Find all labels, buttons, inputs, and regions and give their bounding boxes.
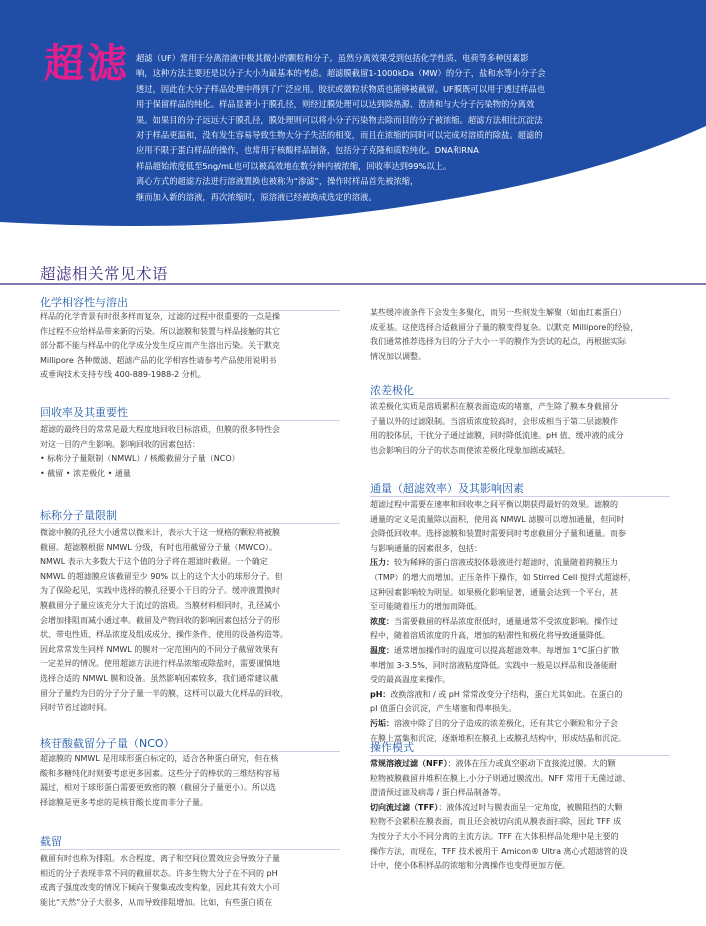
term-label: 压力： <box>370 558 394 568</box>
section-divider <box>370 398 670 399</box>
term-text: 操作方法，而现在，TFF 技术被用于 Amicon® Ultra 离心式超滤管的设 <box>370 846 628 856</box>
header-intro-line: 继而加入新的溶液，再次浓缩时，原溶液已经被换成选定的溶液。 <box>136 191 377 202</box>
text-line: 某些缓冲液条件下会发生多聚化，而另一些则发生解聚（如血红素蛋白） <box>370 308 626 317</box>
term-text: ：液体流过时与膜表面呈一定角度，被膜阻挡的大颗 <box>438 802 623 812</box>
text-line: 膜截留分子量应该充分大于流过的溶质。当膜材料相同时，孔径减小 <box>40 600 280 610</box>
text-line: 或垂询技术支持专线 400-889-1988-2 分机。 <box>40 370 206 380</box>
section-body-flux <box>370 498 670 746</box>
text-line <box>370 859 670 874</box>
text-line: 相近的分子表现非常不同的截留状态。许多生物大分子在不同的 pH <box>40 868 278 878</box>
text-line: • 标称分子量限制（NMWL）/ 核酸截留分子量（NCO） <box>40 454 240 464</box>
text-line: NMWL 的超滤膜应该截留至少 90% 以上的这个大小的球形分子。但 <box>40 571 283 581</box>
section-title-polarization: 浓差极化 <box>370 384 414 397</box>
term-text: 为按分子大小不同分离的主流方法。TFF 在大体积样品处理中是主要的 <box>370 831 619 841</box>
text-line <box>370 586 670 601</box>
text-line: Millipore 各种微滤、超滤产品的化学相容性请参考产品使用说明书 <box>40 355 277 365</box>
term-text: 会降低回收率。选择滤膜和装置时需要同时考虑截留分子量和通量。而参 <box>370 529 626 539</box>
section-divider <box>40 420 340 421</box>
term-label: 切向流过滤（TFF） <box>370 802 439 812</box>
text-line <box>370 815 670 830</box>
term-label: 浓度： <box>370 616 394 626</box>
term-text: 至可能随着压力的增加而降低。 <box>370 602 482 612</box>
term-text: 改换溶液和 / 或 pH 常常改变分子结构，蛋白尤其如此。在蛋白的 <box>390 689 623 699</box>
text-line: 浓差极化实质是溶质累积在膜表面造成的堵塞，产生除了膜本身截留分 <box>370 402 618 411</box>
text-line: 状、带电性质、样品浓度及组成成分、操作条件、使用的设备构造等。 <box>40 630 288 640</box>
term-label: pH： <box>370 689 391 699</box>
term-text: 当需要截留的样品浓度很低时，通量通常不受浓度影响。操作过 <box>394 616 618 626</box>
text-line: 成亚基。这使选择合适截留分子量的膜变得复杂。以默克 Millipore的经验， <box>370 322 639 332</box>
text-line <box>370 629 670 644</box>
header-band <box>0 0 706 232</box>
section-divider <box>370 496 670 497</box>
text-line <box>370 732 670 747</box>
term-text: 在膜上富集和沉淀，逐渐堆积在膜孔上或膜孔结构中，形成结晶和沉淀。 <box>370 733 626 743</box>
text-line: 截留有时也称为排阻。水合程度、离子和空间位置效应会导致分子量 <box>40 854 280 863</box>
section-body-compatibility <box>40 310 340 383</box>
text-line: 截留。超滤膜根据 NMWL 分级，有时也用截留分子量（MWCO）。 <box>40 542 278 552</box>
main-heading: 超滤相关常见术语 <box>40 265 169 283</box>
text-line <box>370 513 670 528</box>
text-line: 也会影响目的分子的状态而使浓差极化现象加剧或减轻。 <box>370 445 570 455</box>
term-text: 程中，随着溶质浓度的升高，增加的粘滞性和极化将导致通量降低。 <box>370 631 610 641</box>
text-line <box>370 688 670 703</box>
text-line: 因此常常发生同样 NMWL 的膜对一定范围内的不同分子截留效果有 <box>40 644 279 654</box>
section-body-nco <box>40 752 340 810</box>
text-line: 能比“天然”分子大很多，从而导致排阻增加。比如，有些蛋白质在 <box>40 897 273 907</box>
term-text: pI 值蛋白会沉淀，产生堵塞和得率损失。 <box>370 704 516 714</box>
text-line: • 截留 • 浓差极化 • 通量 <box>40 468 131 478</box>
text-line: 子量以外的过滤限制。当溶质浓度较高时，会形成相当于第二层滤膜作 <box>370 416 618 426</box>
text-line: 或离子强度改变的情况下倾向于聚集或改变构象，因此其有效大小可 <box>40 883 280 893</box>
header-intro-line: 离心方式的超滤方法进行溶液置换也被称为“渗滤”，操作时样品首先被浓缩， <box>136 176 419 187</box>
section-title-recovery: 回收率及其重要性 <box>40 406 128 419</box>
term-text: 通量的定义是流量除以面积，使用高 NMWL 滤膜可以增加通量，但同时 <box>370 514 625 524</box>
text-line: 部分都不能与样品中的化学成分发生反应而产生溶出污染。关于默克 <box>40 341 280 351</box>
header-intro-line: 样品超始浓度低至5ng/mL也可以被高效地在数分钟内被浓缩，回收率达到99%以上。 <box>136 160 452 171</box>
term-label: 常规溶液过滤（NFF） <box>370 759 448 768</box>
term-label: 污垢： <box>370 718 394 728</box>
term-text: 与影响通量的因素很多，包括： <box>370 543 482 553</box>
text-line <box>370 757 670 772</box>
text-line <box>370 498 670 513</box>
text-line: 留分子量约为目的分子分子量一半的膜，这样可以最大化样品的回收， <box>40 688 288 698</box>
term-text: 率增加 3-3.5%，同时溶液粘度降低。实践中一般是以样品和设备能耐 <box>370 660 617 670</box>
section-body-nmwl <box>40 526 340 716</box>
text-line <box>370 659 670 674</box>
term-text: 较为稀释的蛋白溶液或胶体悬液进行超滤时，流量随着跨膜压力 <box>394 558 618 568</box>
section-body-retention <box>40 852 340 910</box>
text-line <box>370 845 670 860</box>
text-line: 为了保险起见，实践中选择的膜孔径要小于目的分子。缓冲液置换时 <box>40 586 280 596</box>
text-line <box>370 571 670 586</box>
section-divider <box>370 755 670 756</box>
main-heading-divider <box>0 283 706 285</box>
text-line <box>370 717 670 732</box>
text-line <box>370 527 670 542</box>
text-line: 同时节省过滤时间。 <box>40 703 112 713</box>
text-line <box>370 673 670 688</box>
text-line <box>370 615 670 630</box>
term-text: 计中，使小体积样品的浓缩和分离操作也变得更加方便。 <box>370 861 570 871</box>
section-divider <box>40 523 340 524</box>
text-line <box>370 600 670 615</box>
term-text: 通常增加操作时的温度可以提高超滤效率。每增加 1°C蛋白扩散 <box>394 645 620 655</box>
header-intro-line: 超滤（UF）常用于分离溶液中极其微小的颗粒和分子。虽然分离效果受到包括化学性质、电荷等多种因素影 <box>136 53 529 63</box>
term-text: 溶液中除了目的分子造成的浓差极化，还有其它小颗粒和分子会 <box>394 718 618 728</box>
section-title-compatibility: 化学相容性与溶出 <box>40 296 128 309</box>
text-line: 选择合适的 NMWL 膜和设备。虽然影响因素较多，我们通常建议截 <box>40 673 279 683</box>
text-line: 超滤的最终目的常常是最大程度地回收目标溶质，但膜的很多特性会 <box>40 425 280 434</box>
text-line <box>370 801 670 816</box>
text-line: 一定差异的情况。使用超滤方法进行样品浓缩或除盐时，需要谨慎地 <box>40 659 280 669</box>
term-text: （TMP）的增大而增加。正压条件下操作，如 Stirred Cell 搅拌式超滤杯， <box>370 572 636 582</box>
section-title-flux: 通量（超滤效率）及其影响因素 <box>370 482 524 495</box>
text-line <box>370 702 670 717</box>
header-intro-line: 对于样品更温和，没有发生容易导致生物大分子失活的相变，而且在浓缩的同时可以完成对溶质的除盐。超滤的 <box>136 130 543 141</box>
text-line: 微滤中膜的孔径大小通常以微米计，表示大于这一规格的颗粒将被膜 <box>40 528 280 537</box>
text-line <box>370 644 670 659</box>
section-body-recovery <box>40 423 340 481</box>
header-intro-line: 果。如果目的分子远远大于膜孔径，膜处理则可以将小分子污染物去除而目的分子被浓缩。超滤方法相比沉淀法 <box>136 114 543 125</box>
text-line <box>370 542 670 557</box>
header-intro-line: 应用不限于蛋白样品的操作，也常用于核酸样品制备，包括分子克隆和质粒纯化。DNA和RNA <box>136 145 479 156</box>
header-intro-line: 用于保留样品的纯化。样品显著小于膜孔径，则经过膜处理可以达到除热源、澄清和与大分子污染物的分离效 <box>136 99 535 110</box>
section-title-operation-modes: 操作模式 <box>370 741 414 754</box>
term-text: 这种因素影响较为明显。如果极化影响显著，通量会达到一个平台，甚 <box>370 587 618 597</box>
header-title: 超滤 <box>44 41 130 87</box>
header-intro <box>136 51 624 205</box>
text-line: 会增加排阻而减小通过率。截留及产物回收的影响因素包括分子的形 <box>40 615 280 625</box>
header-intro-line: 响，这种方法主要还是以分子大小为最基本的考虑。超滤膜截留1-1000kDa（MW）的分子，盐和水等小分子会 <box>136 68 546 79</box>
text-line: 漏过，相对于球形蛋白需要更致密的膜（截留分子量更小）。所以选 <box>40 783 276 793</box>
section-body-operation-modes <box>370 757 670 874</box>
section-body-retention-continued <box>370 306 670 364</box>
term-text: 澄清预过滤及病毒 / 蛋白样品制备等。 <box>370 788 506 798</box>
section-body-polarization <box>370 400 670 458</box>
text-line: 超滤膜的 NMWL 是用球形蛋白标定的，适合各种蛋白研究，但在核 <box>40 754 279 763</box>
term-text: 受的最高温度来操作。 <box>370 675 450 685</box>
text-line: 用的胶体层，干扰分子通过滤膜，同时降低流速。pH 值、缓冲液的成分 <box>370 431 624 441</box>
section-title-nmwl: 标称分子量限制 <box>40 509 117 522</box>
term-text: 粒物被膜截留并堆积在膜上,小分子则通过膜流出。NFF 常用于无菌过滤、 <box>370 773 631 783</box>
text-line: 我们通常推荐选择为目的分子大小一半的膜作为尝试的起点，再根据实际 <box>370 337 626 347</box>
header-intro-line: 透过，因此在大分子样品处理中得到了广泛应用。胶状或微粒状物质也能够被截留。UF膜既可以用于透过样品也 <box>136 83 546 94</box>
text-line: 样品的化学背景有时很多样而复杂，过滤的过程中很重要的一点是操 <box>40 312 280 321</box>
section-title-retention: 截留 <box>40 835 62 848</box>
text-line <box>370 772 670 787</box>
term-label: 温度： <box>370 645 394 655</box>
text-line <box>370 786 670 801</box>
section-divider <box>40 849 340 850</box>
text-line: 作过程不应给样品带来新的污染。所以滤膜和装置与样品接触的其它 <box>40 326 280 336</box>
text-line: 择滤膜是更多考虑的是核苷酸长度而非分子量。 <box>40 797 208 807</box>
text-line <box>370 556 670 571</box>
term-text: 超滤过程中需要在速率和回收率之间平衡以期获得最好的效果。滤膜的 <box>370 500 618 509</box>
text-line: NMWL 表示大多数大于这个值的分子将在超滤时截留。一个确定 <box>40 557 268 567</box>
term-text: 粒物不会累积在膜表面，而且还会被切向流从膜表面扫除，因此 TFF 成 <box>370 817 622 827</box>
text-line: 情况加以调整。 <box>370 351 426 361</box>
section-title-nco: 核苷酸截留分子量（NCO） <box>40 737 175 750</box>
text-line <box>370 830 670 845</box>
term-text: ：液体在压力或真空驱动下直接流过膜。大的颗 <box>447 759 616 768</box>
text-line: 对这一目的产生影响。影响回收的因素包括： <box>40 439 200 449</box>
text-line: 酸和多糖纯化时则要考虑更多因素。这些分子的棒状的三维结构容易 <box>40 768 280 778</box>
